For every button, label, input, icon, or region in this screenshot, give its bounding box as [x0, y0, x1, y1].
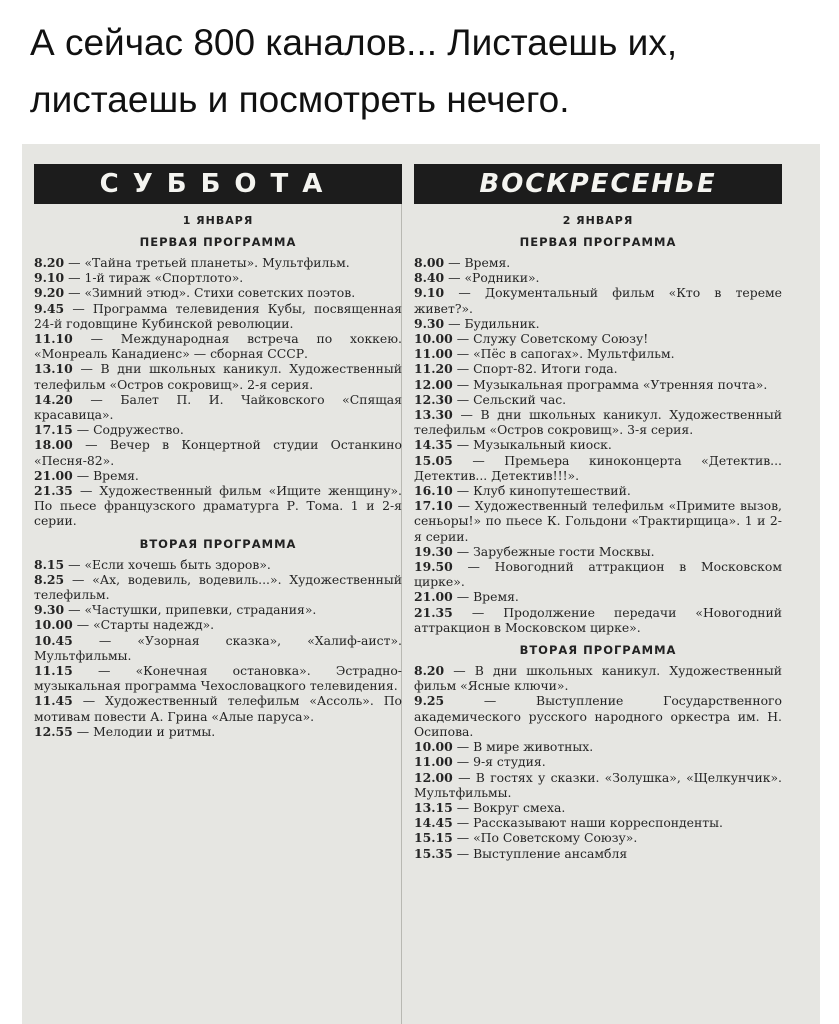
schedule-time: 8.25 [34, 571, 65, 587]
schedule-description: — «Зимний этюд». Стихи советских поэтов. [64, 285, 356, 301]
saturday-date: 1 ЯНВАРЯ [182, 214, 254, 227]
sunday-banner: ВОСКРЕСЕНЬЕ [414, 164, 782, 204]
schedule-item [34, 437, 402, 467]
schedule-description: — Сельский час. [452, 391, 567, 407]
schedule-item [414, 392, 782, 407]
schedule-time: 14.20 [34, 391, 73, 407]
schedule-description: — Время. [72, 467, 139, 483]
schedule-item [34, 301, 402, 331]
schedule-time: 8.00 [414, 255, 445, 270]
schedule-item [414, 361, 782, 376]
schedule-item [414, 800, 782, 815]
schedule-description: — «Конечная остановка». Эстрадно-музыкальная программа Чехословацкого телевидения. [34, 663, 402, 694]
schedule-time: 10.00 [414, 331, 453, 347]
schedule-description: — Будильник. [444, 315, 540, 331]
schedule-item [34, 572, 402, 602]
schedule-time: 11.15 [34, 663, 73, 679]
schedule-time: 8.20 [34, 255, 65, 270]
schedule-item [34, 270, 402, 285]
schedule-time: 12.00 [414, 769, 453, 785]
schedule-item [414, 483, 782, 498]
schedule-item [34, 693, 402, 723]
schedule-item [414, 377, 782, 392]
schedule-item [414, 754, 782, 769]
schedule-description: — Клуб кинопутешествий. [452, 483, 631, 499]
sunday-column [414, 164, 782, 861]
schedule-item [414, 693, 782, 739]
schedule-item [414, 739, 782, 754]
schedule-time: 8.20 [414, 663, 445, 679]
schedule-time: 14.45 [414, 815, 453, 831]
schedule-time: 21.35 [34, 483, 73, 499]
schedule-item [34, 617, 402, 632]
schedule-time: 11.00 [414, 754, 453, 770]
schedule-item [34, 633, 402, 663]
schedule-time: 9.25 [414, 693, 445, 709]
schedule-item [414, 270, 782, 285]
schedule-item [34, 255, 402, 270]
schedule-item [414, 316, 782, 331]
schedule-time: 21.00 [414, 589, 453, 605]
saturday-second-program-list [34, 557, 402, 739]
schedule-description: — «Если хочешь быть здоров». [64, 556, 271, 572]
schedule-description: — Служу Советскому Союзу! [452, 331, 649, 347]
schedule-time: 14.35 [414, 437, 453, 453]
schedule-description: — Художественный фильм «Ищите женщину». По пьесе французского драматурга Р. Тома. 1 и 2-я серии. [34, 483, 402, 529]
schedule-time: 12.30 [414, 391, 453, 407]
schedule-description: — 1-й тираж «Спортлото». [64, 270, 244, 286]
schedule-description: — Художественный телефильм «Примите вызов, сеньоры!» по пьесе К. Гольдони «Трактирщица». 1 и 2-я серии. [414, 498, 782, 544]
schedule-item [34, 331, 402, 361]
schedule-description: — Премьера киноконцерта «Детектив... Детектив... Детектив!!!». [414, 452, 782, 483]
schedule-item [414, 331, 782, 346]
schedule-description: — Выступление Государственного академического русского народного оркестра им. Н. Осипова. [414, 693, 782, 739]
schedule-time: 15.15 [414, 830, 453, 846]
schedule-description: — В мире животных. [452, 739, 594, 755]
schedule-description: — «Ах, водевиль, водевиль...». Художественный телефильм. [34, 571, 402, 603]
schedule-item [34, 468, 402, 483]
schedule-item [414, 605, 782, 635]
schedule-item [414, 663, 782, 693]
schedule-time: 9.10 [34, 270, 65, 286]
schedule-item [34, 663, 402, 693]
schedule-item [34, 361, 402, 391]
schedule-description: — Продолжение передачи «Новогодний аттракцион в Московском цирке». [414, 604, 782, 635]
schedule-description: — Международная встреча по хоккею. «Монреаль Канадиенс» — сборная СССР. [34, 331, 402, 362]
schedule-description: — Балет П. И. Чайковского «Спящая красавица». [34, 391, 402, 423]
schedule-description: — «Тайна третьей планеты». Мультфильм. [64, 255, 350, 270]
schedule-item [414, 544, 782, 559]
schedule-item [414, 589, 782, 604]
sunday-first-program-title: ПЕРВАЯ ПРОГРАММА [519, 235, 677, 249]
schedule-time: 15.35 [414, 845, 453, 861]
schedule-time: 13.30 [414, 407, 453, 423]
schedule-item [414, 255, 782, 270]
schedule-time: 9.30 [414, 315, 445, 331]
schedule-item [414, 498, 782, 544]
schedule-description: — «По Советскому Союзу». [452, 830, 638, 846]
schedule-time: 10.00 [414, 739, 453, 755]
schedule-time: 21.00 [34, 467, 73, 483]
schedule-description: — В гостях у сказки. «Золушка», «Щелкунчик». Мультфильмы. [414, 769, 782, 800]
schedule-time: 12.00 [414, 376, 453, 392]
saturday-first-program-list [34, 255, 402, 529]
schedule-description: — В дни школьных каникул. Художественный телефильм «Остров сокровищ». 3-я серия. [414, 407, 782, 438]
sunday-date: 2 ЯНВАРЯ [562, 214, 634, 227]
newspaper-clipping [22, 144, 820, 1024]
schedule-time: 8.40 [414, 270, 445, 286]
schedule-description: — Вечер в Концертной студии Останкино «Песня-82». [34, 437, 402, 468]
schedule-item [34, 557, 402, 572]
schedule-item [414, 346, 782, 361]
schedule-item [414, 285, 782, 315]
schedule-time: 21.35 [414, 604, 453, 620]
saturday-column [34, 164, 402, 739]
schedule-item [414, 453, 782, 483]
schedule-time: 11.45 [34, 693, 73, 709]
schedule-item [34, 285, 402, 300]
schedule-description: — «Пёс в сапогах». Мультфильм. [452, 346, 675, 362]
post-caption: А сейчас 800 каналов... Листаешь их, листаешь и посмотреть нечего. [30, 22, 678, 120]
schedule-time: 11.10 [34, 331, 73, 347]
schedule-item [34, 392, 402, 422]
schedule-time: 10.00 [34, 617, 73, 633]
schedule-time: 13.10 [34, 361, 73, 377]
schedule-description: — «Родники». [444, 270, 540, 286]
schedule-item [414, 559, 782, 589]
schedule-description: — Музыкальная программа «Утренняя почта». [452, 376, 768, 392]
sunday-second-program-title: ВТОРАЯ ПРОГРАММА [519, 643, 677, 658]
schedule-item [414, 770, 782, 800]
schedule-description: — «Узорная сказка», «Халиф-аист». Мультфильмы. [34, 632, 402, 663]
saturday-first-program-title: ПЕРВАЯ ПРОГРАММА [139, 235, 297, 249]
schedule-item [414, 830, 782, 845]
schedule-description: — «Старты надежд». [72, 617, 215, 633]
schedule-description: — Время. [452, 589, 519, 605]
sunday-second-program-list [414, 663, 782, 861]
schedule-description: — В дни школьных каникул. Художественный телефильм «Остров сокровищ». 2-я серия. [34, 361, 402, 392]
schedule-time: 9.10 [414, 285, 445, 301]
schedule-time: 9.45 [34, 300, 65, 316]
schedule-item [34, 724, 402, 739]
schedule-time: 17.10 [414, 498, 453, 514]
schedule-description: — «Частушки, припевки, страдания». [64, 602, 317, 618]
schedule-time: 15.05 [414, 452, 453, 468]
schedule-description: — 9-я студия. [452, 754, 546, 770]
schedule-time: 9.30 [34, 602, 65, 618]
schedule-item [414, 815, 782, 830]
schedule-time: 13.15 [414, 799, 453, 815]
schedule-time: 9.20 [34, 285, 65, 301]
schedule-time: 18.00 [34, 437, 73, 453]
schedule-description: — Содружество. [72, 422, 184, 438]
schedule-description: — Рассказывают наши корреспонденты. [452, 815, 723, 831]
schedule-item [34, 483, 402, 529]
schedule-time: 16.10 [414, 483, 453, 499]
schedule-description: — Музыкальный киоск. [452, 437, 612, 453]
schedule-time: 8.15 [34, 556, 65, 572]
schedule-time: 12.55 [34, 723, 73, 739]
schedule-time: 19.30 [414, 543, 453, 559]
schedule-item [414, 437, 782, 452]
schedule-item [414, 407, 782, 437]
schedule-item [34, 602, 402, 617]
saturday-second-program-title: ВТОРАЯ ПРОГРАММА [139, 536, 297, 551]
schedule-time: 17.15 [34, 422, 73, 438]
schedule-description: — Новогодний аттракцион в Московском цирке». [414, 559, 782, 590]
schedule-time: 11.00 [414, 346, 453, 362]
saturday-banner: СУББОТА [34, 164, 402, 204]
schedule-description: — Вокруг смеха. [452, 799, 566, 815]
schedule-description: — Программа телевидения Кубы, посвященная 24-й годовщине Кубинской революции. [34, 300, 402, 331]
schedule-time: 10.45 [34, 632, 73, 648]
schedule-description: — Спорт-82. Итоги года. [452, 361, 618, 377]
schedule-description: — Документальный фильм «Кто в тереме живет?». [414, 285, 782, 316]
schedule-description: — Мелодии и ритмы. [72, 723, 216, 739]
schedule-description: — Художественный телефильм «Ассоль». По мотивам повести А. Грина «Алые паруса». [34, 693, 402, 724]
sunday-first-program-list [414, 255, 782, 635]
schedule-description: — Зарубежные гости Москвы. [452, 543, 655, 559]
schedule-item [34, 422, 402, 437]
schedule-item [414, 846, 782, 861]
schedule-time: 11.20 [414, 361, 453, 377]
schedule-description: — Выступление ансамбля [452, 845, 628, 861]
schedule-description: — Время. [444, 255, 511, 270]
schedule-description: — В дни школьных каникул. Художественный фильм «Ясные ключи». [414, 663, 782, 694]
schedule-time: 19.50 [414, 559, 453, 575]
